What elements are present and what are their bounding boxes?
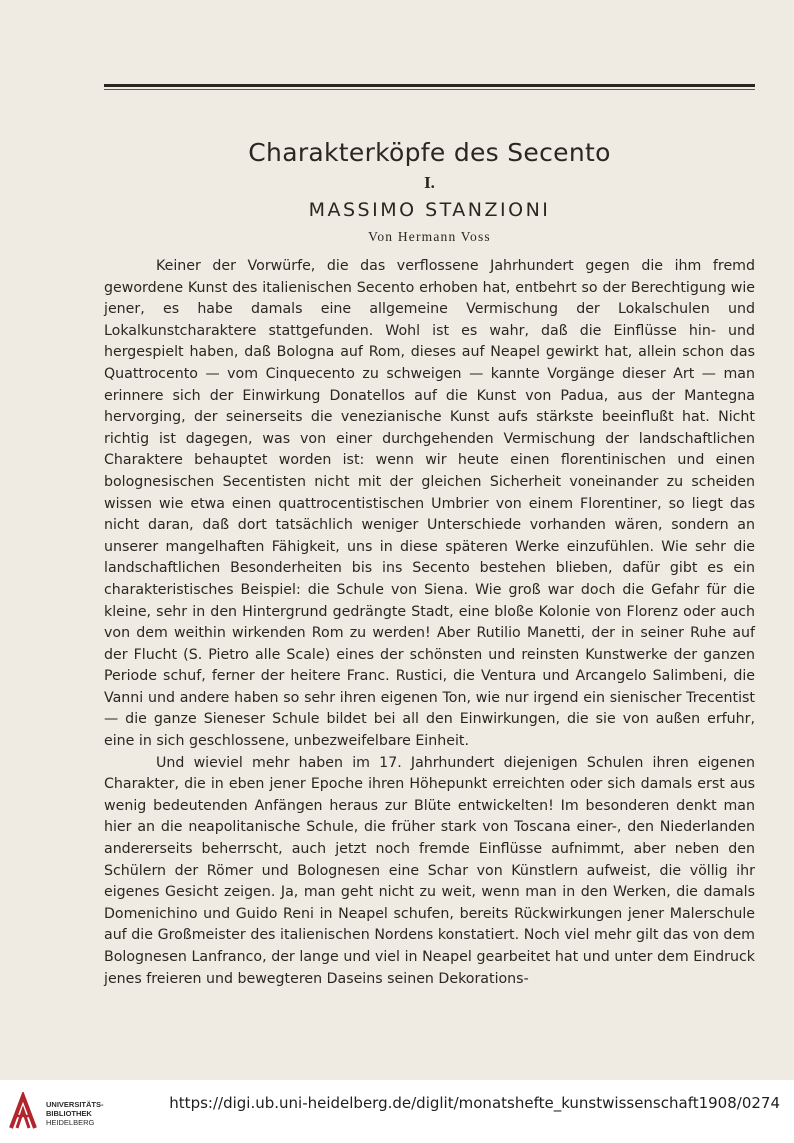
library-line-2: BIBLIOTHEK xyxy=(46,1109,92,1118)
library-logo-icon xyxy=(8,1092,38,1130)
paragraph-2: Und wieviel mehr haben im 17. Jahrhundert diejenigen Schulen ihren eigenen Charakter, die in eben jener Epoche ihren Höhepunkt erreichten oder sich damals erst aus wenig bedeutenden Anfängen heraus zur Blüte entwickelten! Im besonderen denkt man hier an die neapolitanische Schule, die früher stark von Toscana einer-, den Niederlanden andererseits beherrscht, auch jetzt noch fremde Einflüsse aufnimmt, aber neben den Schülern der Römer und Bolognesen eine Schar von Künstlern aufweist, die völlig ihr eigenes Gesicht zeigen. Ja, man geht nicht zu weit, wenn man in den Werken, die damals Domenichino und Guido Reni in Neapel schufen, bereits Rückwirkungen jener Malerschule auf die Großmeister des italienischen Nordens konstatiert. Noch viel mehr gilt das von dem Bolognesen Lanfranco, der lange und viel in Neapel gearbeitet hat und unter dem Eindruck jenes freieren und bewegteren Daseins seinen Dekorations- xyxy=(104,754,755,987)
article-body xyxy=(104,256,755,990)
page-footer xyxy=(0,1080,794,1143)
top-rule xyxy=(104,84,755,87)
paragraph-1: Keiner der Vorwürfe, die das verflossene Jahrhundert gegen die ihm fremd gewordene Kunst des italienischen Secento erhoben hat, entbehrt so der Berechtigung wie jener, es habe damals eine allgemeine Vermischung der Lokalschulen und Lokalkunstcharaktere stattgefunden. Wohl ist es wahr, daß die Einflüsse hin- und hergespielt haben, daß Bologna auf Rom, dieses auf Neapel gewirkt hat, allein schon das Quattrocento — vom Cinquecento zu schweigen — kannte Vorgänge dieser Art — man erinnere sich der Einwirkung Donatellos auf die Kunst von Padua, aus der Mantegna hervorging, der seinerseits die venezianische Kunst aufs stärkste beeinflußt hat. Nicht richtig ist dagegen, was von einer durchgehenden Vermischung der landschaftlichen Charaktere behauptet worden ist: wenn wir heute einen florentinischen und einen bolognesischen Secentisten nicht mit der gleichen Sicherheit voneinander zu scheiden wissen wie etwa einen quattrocentistischen Umbrier von einem Florentiner, so liegt das nicht daran, daß dort tatsächlich weniger Unterschiede vorhanden wären, sondern an unserer mangelhaften Fähigkeit, uns in diese späteren Werke einzufühlen. Wie sehr die landschaftlichen Besonderheiten bis ins Secento bestehen blieben, dafür gibt es ein charakteristisches Beispiel: die Schule von Siena. Wie groß war doch die Gefahr für die kleine, sehr in den Hintergrund gedrängte Stadt, eine bloße Kolonie von Florenz oder auch von dem weithin wirkenden Rom zu werden! Aber Rutilio Manetti, der in seiner Ruhe auf der Flucht (S. Pietro alle Scale) eines der schönsten und reinsten Kunstwerke der ganzen Periode schuf, ferner der heitere Franc. Rustici, die Ventura und Arcangelo Salimbeni, die Vanni und andere haben so sehr ihren eigenen Ton, wie nur irgend ein sienischer Trecentist — die ganze Sieneser Schule bildet bei all den Einwirkungen, die sie von außen erfuhr, eine in sich geschlossene, unbezweifelbare Einheit. xyxy=(104,258,755,750)
library-line-3: HEIDELBERG xyxy=(46,1118,95,1127)
article-number: I. xyxy=(424,173,435,192)
article-subject: MASSIMO STANZIONI xyxy=(308,199,551,221)
article-title: Charakterköpfe des Secento xyxy=(248,138,611,167)
article-author: Von Hermann Voss xyxy=(368,229,491,244)
library-name xyxy=(46,1100,104,1127)
library-line-1: UNIVERSITÄTS- xyxy=(46,1100,104,1109)
source-url-link[interactable]: https://digi.ub.uni-heidelberg.de/diglit/monatshefte_kunstwissenschaft1908/0274 xyxy=(169,1094,780,1112)
top-rule-thin xyxy=(104,89,755,90)
